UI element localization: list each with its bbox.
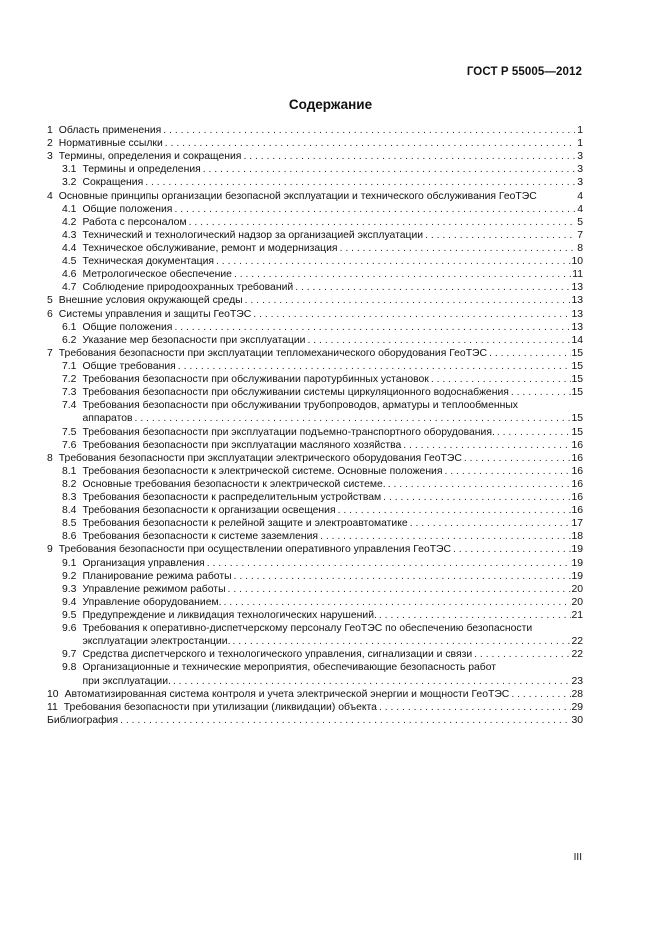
toc-entry-number: 4.1 <box>62 203 77 215</box>
toc-entry-number: 4 <box>47 190 53 202</box>
toc-entry[interactable] <box>47 399 583 425</box>
toc-entry-page: 3 <box>577 177 583 189</box>
toc-entry[interactable] <box>47 661 583 687</box>
toc-leader-dots <box>318 530 571 543</box>
toc-entry[interactable] <box>47 622 583 648</box>
toc-entry-number: 8 <box>47 452 53 464</box>
toc-leader-dots <box>161 124 575 137</box>
toc-leader-dots <box>306 334 572 347</box>
toc-entry-number: 4.7 <box>62 282 77 294</box>
toc-entry-page: 13 <box>571 308 583 320</box>
toc-leader-dots <box>118 714 571 727</box>
toc-entry[interactable] <box>47 124 583 137</box>
toc-entry[interactable] <box>47 504 583 517</box>
toc-entry-title: Нормативные ссылки <box>58 138 163 150</box>
toc-entry-page: 16 <box>571 439 583 451</box>
toc-entry-number: 3 <box>47 151 53 163</box>
toc-entry-title: аппаратов <box>82 413 133 425</box>
toc-entry-number: 3.1 <box>62 164 77 176</box>
toc-leader-dots <box>205 557 572 570</box>
toc-leader-dots <box>423 229 575 242</box>
toc-entry-page: 15 <box>571 413 583 425</box>
toc-entry[interactable] <box>47 137 583 150</box>
toc-entry-title: Термины, определения и сокращения <box>58 151 242 163</box>
toc-leader-dots <box>214 255 571 268</box>
toc-leader-dots <box>163 137 575 150</box>
toc-entry-page: 16 <box>571 465 583 477</box>
toc-entry-number: 7 <box>47 347 53 359</box>
toc-entry-page: 22 <box>571 636 583 648</box>
toc-leader-dots <box>451 543 571 556</box>
toc-entry-title: Область применения <box>58 124 162 136</box>
toc-entry[interactable] <box>47 229 583 242</box>
toc-entry-page: 5 <box>577 216 583 228</box>
toc-leader-dots <box>251 308 571 321</box>
toc-entry-number: 2 <box>47 138 53 150</box>
toc-entry-title: Управление режимом работы <box>82 583 226 595</box>
toc-entry-number: 9.3 <box>62 583 77 595</box>
toc-leader-dots <box>143 176 575 189</box>
toc-entry-page: 13 <box>571 295 583 307</box>
toc-entry[interactable] <box>47 596 583 609</box>
toc-entry-number: 7.2 <box>62 374 77 386</box>
toc-entry-number: 4.6 <box>62 269 77 281</box>
toc-entry[interactable] <box>47 609 583 622</box>
toc-leader-dots <box>133 412 572 425</box>
toc-entry-number: 9.7 <box>62 649 77 661</box>
toc-entry[interactable] <box>47 308 583 321</box>
toc-entry-number: 9.4 <box>62 596 77 608</box>
toc-entry[interactable] <box>47 190 583 203</box>
toc-leader-dots <box>462 452 572 465</box>
toc-entry-number: 6 <box>47 308 53 320</box>
toc-entry-number: 8.3 <box>62 492 77 504</box>
toc-entry-title: Внешние условия окружающей среды <box>58 295 243 307</box>
toc-entry-title: Требования безопасности при эксплуатации тепломеханического оборудования ГеоТЭС <box>58 347 488 359</box>
toc-entry-page: 7 <box>577 229 583 241</box>
toc-entry-number: 8.2 <box>62 478 77 490</box>
toc-leader-dots <box>381 491 571 504</box>
toc-entry[interactable] <box>47 439 583 452</box>
toc-entry[interactable] <box>47 452 583 465</box>
toc-entry-title: Организация управления <box>82 557 205 569</box>
toc-entry-title: Соблюдение природоохранных требований <box>82 282 294 294</box>
toc-entry-title: Требования безопасности к электрической системе. Основные положения <box>82 465 443 477</box>
toc-entry[interactable] <box>47 294 583 307</box>
toc-entry-number: 5 <box>47 295 53 307</box>
toc-entry-page: 3 <box>577 164 583 176</box>
toc-entry-number: 8.5 <box>62 518 77 530</box>
toc-leader-dots <box>226 583 572 596</box>
toc-entry-number: 7.1 <box>62 360 77 372</box>
toc-entry-number: 1 <box>47 124 53 136</box>
toc-entry-title: Требования безопасности к организации освещения <box>82 505 336 517</box>
toc-entry-title: Требования безопасности к релейной защите и электроавтоматике <box>82 518 408 530</box>
toc-entry-page: 21 <box>571 610 583 622</box>
toc-leader-dots <box>171 675 572 688</box>
toc-entry-number: 9.8 <box>62 662 77 674</box>
toc-entry[interactable] <box>47 268 583 281</box>
toc-entry-number: 4.2 <box>62 216 77 228</box>
toc-entry-title: Требования безопасности при утилизации (ликвидации) объекта <box>63 701 377 713</box>
toc-entry-page: 1 <box>577 124 583 136</box>
toc-entry[interactable] <box>47 491 583 504</box>
toc-entry-number: 4.5 <box>62 256 77 268</box>
toc-entry-number: 9 <box>47 544 53 556</box>
toc-entry-page: 16 <box>571 505 583 517</box>
toc-entry[interactable] <box>47 255 583 268</box>
toc-entry[interactable] <box>47 203 583 216</box>
toc-entry-title: Общие положения <box>82 203 173 215</box>
toc-entry-title: Требования безопасности при эксплуатации масляного хозяйства <box>82 439 402 451</box>
toc-entry-title: Управление оборудованием. <box>82 596 222 608</box>
toc-entry-page: 19 <box>571 544 583 556</box>
toc-entry-page: 29 <box>571 701 583 713</box>
toc-entry[interactable] <box>47 216 583 229</box>
toc-entry[interactable] <box>47 373 583 386</box>
toc-entry-title: Библиография <box>47 714 119 726</box>
toc-entry-page: 28 <box>571 688 583 700</box>
toc-entry-page: 17 <box>571 518 583 530</box>
toc-entry-number: 4.4 <box>62 242 77 254</box>
toc-entry[interactable] <box>47 386 583 399</box>
toc-entry-page: 14 <box>571 334 583 346</box>
toc-entry-page: 3 <box>577 151 583 163</box>
toc-entry[interactable] <box>47 557 583 570</box>
toc-entry-number: 8.1 <box>62 465 77 477</box>
toc-leader-dots <box>172 321 571 334</box>
toc-leader-dots <box>232 268 572 281</box>
toc-leader-dots <box>336 504 572 517</box>
toc-leader-dots <box>408 517 572 530</box>
toc-entry-page: 30 <box>571 714 583 726</box>
toc-entry[interactable] <box>47 163 583 176</box>
toc-entry-title: Средства диспетчерского и технологического управления, сигнализации и связи <box>82 649 473 661</box>
toc-entry-title: Требования безопасности при обслуживании системы циркуляционного водоснабжения <box>82 387 509 399</box>
toc-leader-dots <box>338 242 575 255</box>
toc-entry[interactable] <box>47 334 583 347</box>
toc-entry-page: 20 <box>571 596 583 608</box>
standard-code: ГОСТ Р 55005—2012 <box>466 66 582 78</box>
toc-entry-title: Требования безопасности при эксплуатации электрического оборудования ГеоТЭС <box>58 452 462 464</box>
toc-leader-dots <box>172 203 575 216</box>
toc-entry-title: Требования безопасности при эксплуатации подъемно-транспортного оборудования. <box>82 426 495 438</box>
toc-entry[interactable] <box>47 176 583 189</box>
toc-entry-page: 16 <box>571 478 583 490</box>
toc-entry[interactable] <box>47 150 583 163</box>
toc-entry-title: Сокращения <box>82 177 144 189</box>
toc-leader-dots <box>472 648 571 661</box>
toc-entry-title: Автоматизированная система контроля и учета электрической энергии и мощности ГеоТЭС <box>64 688 510 700</box>
toc-entry-page: 19 <box>571 557 583 569</box>
toc-entry-title: Техническая документация <box>82 256 215 268</box>
toc-entry-page: 22 <box>571 649 583 661</box>
toc-entry-title: Системы управления и защиты ГеоТЭС <box>58 308 252 320</box>
toc-entry-title: Технический и технологический надзор за организацией эксплуатации <box>82 229 424 241</box>
toc-entry-page: 18 <box>571 531 583 543</box>
toc-entry-title: Требования безопасности к распределительным устройствам <box>82 492 382 504</box>
toc-entry-title: Организационные и технические мероприятия, обеспечивающие безопасность работ <box>82 662 497 674</box>
toc-leader-dots <box>377 701 571 714</box>
toc-leader-dots <box>243 294 572 307</box>
toc-entry-page: 15 <box>571 347 583 359</box>
toc-leader-dots <box>443 465 572 478</box>
toc-entry-title: Термины и определения <box>82 164 201 176</box>
toc-entry[interactable] <box>47 701 583 714</box>
toc-entry-page: 8 <box>577 242 583 254</box>
toc-entry-page: 13 <box>571 282 583 294</box>
toc-entry[interactable] <box>47 478 583 491</box>
toc-leader-dots <box>232 570 572 583</box>
toc-entry-number: 3.2 <box>62 177 77 189</box>
toc-entry-page: 4 <box>577 190 583 202</box>
toc-leader-dots <box>401 439 571 452</box>
toc-entry-title: Техническое обслуживание, ремонт и модернизация <box>82 242 338 254</box>
toc-entry-number: 9.1 <box>62 557 77 569</box>
toc-entry-page: 23 <box>571 675 583 687</box>
toc-leader-dots <box>509 688 571 701</box>
toc-entry-title: Указание мер безопасности при эксплуатации <box>82 334 306 346</box>
table-of-contents <box>47 124 583 727</box>
toc-entry-number: 7.3 <box>62 387 77 399</box>
toc-leader-dots <box>201 163 575 176</box>
toc-entry-page: 20 <box>571 583 583 595</box>
toc-entry-title: Основные принципы организации безопасной эксплуатации и технического обслуживания ГеоТЭС <box>58 190 537 202</box>
toc-leader-dots <box>187 216 575 229</box>
toc-entry[interactable] <box>47 360 583 373</box>
toc-entry-title: Общие положения <box>82 321 173 333</box>
toc-entry[interactable] <box>47 688 583 701</box>
toc-entry-title: Требования безопасности при обслуживании паротурбинных установок <box>82 374 429 386</box>
toc-entry[interactable] <box>47 426 583 439</box>
toc-leader-dots <box>429 373 572 386</box>
toc-entry-number: 7.5 <box>62 426 77 438</box>
toc-entry-number: 8.6 <box>62 531 77 543</box>
toc-leader-dots <box>495 426 572 439</box>
toc-entry-title: Предупреждение и ликвидация технологических нарушений. <box>82 610 377 622</box>
toc-entry-number: 9.2 <box>62 570 77 582</box>
toc-entry[interactable] <box>47 530 583 543</box>
toc-leader-dots <box>487 347 571 360</box>
toc-entry-page: 15 <box>571 374 583 386</box>
toc-entry-title: Работа с персоналом <box>82 216 187 228</box>
toc-entry-title: при эксплуатации. <box>82 675 171 687</box>
toc-entry-title: Требования безопасности к системе заземления <box>82 531 319 543</box>
toc-leader-dots <box>231 635 572 648</box>
toc-entry-number: 11 <box>47 701 58 713</box>
toc-leader-dots <box>386 478 572 491</box>
toc-leader-dots <box>176 360 572 373</box>
toc-entry[interactable] <box>47 714 583 727</box>
toc-entry-title: Метрологическое обеспечение <box>82 269 232 281</box>
toc-leader-dots <box>241 150 575 163</box>
toc-leader-dots <box>377 609 572 622</box>
toc-entry-page: 16 <box>571 492 583 504</box>
toc-entry-number: 7.4 <box>62 400 77 412</box>
toc-entry[interactable] <box>47 242 583 255</box>
toc-entry-number: 8.4 <box>62 505 77 517</box>
toc-entry-title: Требования к оперативно-диспетчерскому персоналу ГеоТЭС по обеспечению безопасности <box>82 623 533 635</box>
toc-entry-number: 10 <box>47 688 59 700</box>
toc-entry-number: 9.6 <box>62 623 77 635</box>
toc-entry-number: 6.2 <box>62 334 77 346</box>
toc-entry-number: 9.5 <box>62 610 77 622</box>
toc-entry-number: 4.3 <box>62 229 77 241</box>
toc-entry-page: 13 <box>571 321 583 333</box>
toc-entry-number: 7.6 <box>62 439 77 451</box>
toc-entry[interactable] <box>47 570 583 583</box>
toc-entry-title: Требования безопасности при обслуживании трубопроводов, арматуры и теплообменных <box>82 400 518 412</box>
toc-entry-number: 6.1 <box>62 321 77 333</box>
toc-entry-title: эксплуатации электростанции. <box>82 636 231 648</box>
toc-entry-title: Планирование режима работы <box>82 570 232 582</box>
toc-entry[interactable] <box>47 648 583 661</box>
toc-entry-page: 10 <box>571 256 583 268</box>
toc-entry-title: Основные требования безопасности к электрической системе. <box>82 478 386 490</box>
toc-entry[interactable] <box>47 544 583 557</box>
toc-entry[interactable] <box>47 465 583 478</box>
page-number: III <box>573 852 582 863</box>
toc-entry-page: 15 <box>571 387 583 399</box>
toc-leader-dots <box>293 281 571 294</box>
toc-entry-page: 11 <box>572 269 583 281</box>
toc-entry[interactable] <box>47 321 583 334</box>
toc-entry-title: Общие требования <box>82 360 176 372</box>
toc-entry-page: 15 <box>571 360 583 372</box>
toc-entry[interactable] <box>47 583 583 596</box>
toc-entry-page: 15 <box>571 426 583 438</box>
toc-leader-dots <box>222 596 572 609</box>
toc-entry-page: 19 <box>571 570 583 582</box>
toc-entry-page: 4 <box>577 203 583 215</box>
toc-entry-page: 16 <box>571 452 583 464</box>
toc-entry[interactable] <box>47 281 583 294</box>
toc-entry-page: 1 <box>577 138 583 150</box>
toc-entry[interactable] <box>47 347 583 360</box>
toc-entry[interactable] <box>47 517 583 530</box>
toc-title: Содержание <box>288 97 373 112</box>
toc-entry-title: Требования безопасности при осуществлении оперативного управления ГеоТЭС <box>58 544 452 556</box>
toc-leader-dots <box>509 386 572 399</box>
